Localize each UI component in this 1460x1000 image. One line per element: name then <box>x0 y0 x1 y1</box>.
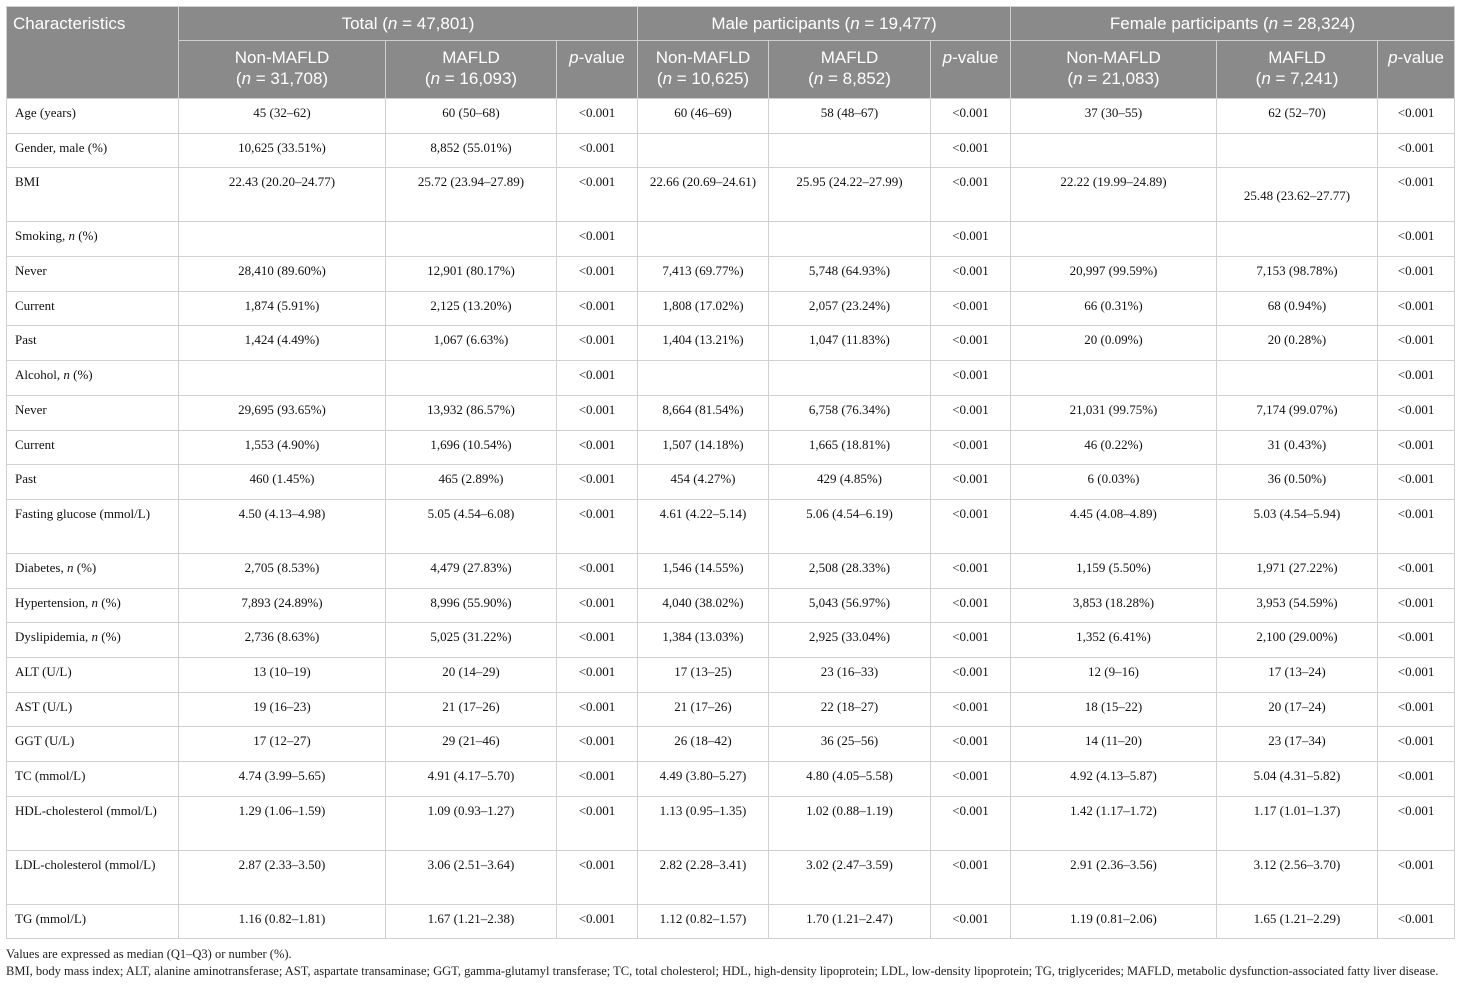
p-value-cell: <0.001 <box>931 850 1011 904</box>
row-characteristic <box>7 499 179 553</box>
value-cell: 4.49 (3.80–5.27) <box>638 762 769 797</box>
p-value-cell: <0.001 <box>1378 133 1455 168</box>
p-value-cell: <0.001 <box>931 395 1011 430</box>
p-value-cell: <0.001 <box>931 904 1011 939</box>
header-total-non-mafld: Non-MAFLD (n = 31,708) <box>179 41 386 99</box>
value-cell: 1,971 (27.22%) <box>1217 553 1378 588</box>
table-row <box>7 133 1455 168</box>
p-value-cell: <0.001 <box>557 727 638 762</box>
value-cell: 1,067 (6.63%) <box>386 326 557 361</box>
value-cell: 1,424 (4.49%) <box>179 326 386 361</box>
value-cell: 460 (1.45%) <box>179 465 386 500</box>
table-row <box>7 904 1455 939</box>
characteristic-label: AST (U/L) <box>15 698 73 714</box>
value-cell: 21,031 (99.75%) <box>1011 395 1217 430</box>
header-row-subcols <box>7 41 1455 99</box>
p-value-cell: <0.001 <box>557 291 638 326</box>
table-row <box>7 850 1455 904</box>
value-cell: 17 (13–24) <box>1217 657 1378 692</box>
row-characteristic <box>7 291 179 326</box>
table-row <box>7 657 1455 692</box>
p-value-cell: <0.001 <box>1378 499 1455 553</box>
p-value-cell: <0.001 <box>931 796 1011 850</box>
value-cell: 4.45 (4.08–4.89) <box>1011 499 1217 553</box>
value-cell: 8,852 (55.01%) <box>386 133 557 168</box>
table-row <box>7 257 1455 292</box>
value-cell: 21 (17–26) <box>386 692 557 727</box>
characteristic-label-tail: (%) <box>98 629 121 645</box>
table-row <box>7 465 1455 500</box>
value-cell: 6,758 (76.34%) <box>769 395 931 430</box>
value-cell: 7,893 (24.89%) <box>179 588 386 623</box>
value-cell <box>386 361 557 396</box>
p-value-cell: <0.001 <box>557 99 638 134</box>
p-value-cell: <0.001 <box>1378 168 1455 222</box>
p-value-cell: <0.001 <box>1378 904 1455 939</box>
row-characteristic <box>7 692 179 727</box>
p-value-cell: <0.001 <box>1378 553 1455 588</box>
row-characteristic <box>7 326 179 361</box>
value-cell: 66 (0.31%) <box>1011 291 1217 326</box>
p-value-cell: <0.001 <box>931 222 1011 257</box>
value-cell: 2,125 (13.20%) <box>386 291 557 326</box>
table-body <box>7 99 1455 939</box>
characteristic-label: Fasting glucose (mmol/L) <box>15 505 151 521</box>
value-cell: 1.02 (0.88–1.19) <box>769 796 931 850</box>
value-cell: 1,696 (10.54%) <box>386 430 557 465</box>
characteristic-label: ALT (U/L) <box>15 663 72 679</box>
p-value-cell: <0.001 <box>931 257 1011 292</box>
value-cell: 45 (32–62) <box>179 99 386 134</box>
p-value-cell: <0.001 <box>931 692 1011 727</box>
value-cell <box>179 222 386 257</box>
value-cell: 60 (46–69) <box>638 99 769 134</box>
value-cell: 46 (0.22%) <box>1011 430 1217 465</box>
table-row <box>7 553 1455 588</box>
value-cell: 2.87 (2.33–3.50) <box>179 850 386 904</box>
value-cell: 4.92 (4.13–5.87) <box>1011 762 1217 797</box>
value-cell: 465 (2.89%) <box>386 465 557 500</box>
p-value-cell: <0.001 <box>557 465 638 500</box>
value-cell: 1.09 (0.93–1.27) <box>386 796 557 850</box>
value-cell <box>638 361 769 396</box>
table-row <box>7 623 1455 658</box>
value-cell: 5,748 (64.93%) <box>769 257 931 292</box>
p-value-cell: <0.001 <box>931 99 1011 134</box>
characteristic-label-tail: (%) <box>74 228 98 244</box>
value-cell: 1.29 (1.06–1.59) <box>179 796 386 850</box>
value-cell <box>1217 361 1378 396</box>
characteristic-label: TC (mmol/L) <box>15 768 86 783</box>
value-cell: 17 (12–27) <box>179 727 386 762</box>
value-cell: 4,479 (27.83%) <box>386 553 557 588</box>
p-value-cell: <0.001 <box>931 623 1011 658</box>
row-characteristic <box>7 257 179 292</box>
value-cell: 2,508 (28.33%) <box>769 553 931 588</box>
table-footnotes <box>6 946 1446 979</box>
p-value-cell: <0.001 <box>557 657 638 692</box>
value-cell: 7,413 (69.77%) <box>638 257 769 292</box>
value-cell: 1.13 (0.95–1.35) <box>638 796 769 850</box>
p-value-cell: <0.001 <box>931 361 1011 396</box>
value-cell: 25.72 (23.94–27.89) <box>386 168 557 222</box>
value-cell: 1,808 (17.02%) <box>638 291 769 326</box>
value-cell: 1,507 (14.18%) <box>638 430 769 465</box>
row-characteristic <box>7 553 179 588</box>
value-cell: 12 (9–16) <box>1011 657 1217 692</box>
p-value-cell: <0.001 <box>931 465 1011 500</box>
value-cell: 2,736 (8.63%) <box>179 623 386 658</box>
value-cell: 5,043 (56.97%) <box>769 588 931 623</box>
table-row <box>7 395 1455 430</box>
p-value-cell: <0.001 <box>557 850 638 904</box>
row-characteristic <box>7 465 179 500</box>
value-cell <box>1217 222 1378 257</box>
row-characteristic <box>7 623 179 658</box>
value-cell: 7,174 (99.07%) <box>1217 395 1378 430</box>
value-cell: 19 (16–23) <box>179 692 386 727</box>
row-characteristic <box>7 99 179 134</box>
p-value-cell: <0.001 <box>557 692 638 727</box>
value-cell: 1.12 (0.82–1.57) <box>638 904 769 939</box>
p-value-cell: <0.001 <box>557 326 638 361</box>
value-cell: 62 (52–70) <box>1217 99 1378 134</box>
value-cell: 25.48 (23.62–27.77) <box>1217 168 1378 222</box>
value-cell: 1.17 (1.01–1.37) <box>1217 796 1378 850</box>
table-row <box>7 99 1455 134</box>
row-characteristic <box>7 762 179 797</box>
header-female-p-value: p-value <box>1378 41 1455 99</box>
value-cell: 4.91 (4.17–5.70) <box>386 762 557 797</box>
value-cell: 14 (11–20) <box>1011 727 1217 762</box>
p-value-cell: <0.001 <box>557 904 638 939</box>
table-row <box>7 222 1455 257</box>
row-characteristic <box>7 133 179 168</box>
row-characteristic <box>7 168 179 222</box>
p-value-cell: <0.001 <box>1378 222 1455 257</box>
value-cell: 20,997 (99.59%) <box>1011 257 1217 292</box>
table-row <box>7 727 1455 762</box>
value-cell <box>1011 133 1217 168</box>
characteristic-label: Diabetes, <box>15 559 67 575</box>
row-characteristic <box>7 395 179 430</box>
value-cell: 20 (0.28%) <box>1217 326 1378 361</box>
p-value-cell: <0.001 <box>931 326 1011 361</box>
value-cell: 22.22 (19.99–24.89) <box>1011 168 1217 222</box>
value-cell: 3.06 (2.51–3.64) <box>386 850 557 904</box>
header-total-mafld: MAFLD (n = 16,093) <box>386 41 557 99</box>
table-row <box>7 361 1455 396</box>
value-cell: 3.12 (2.56–3.70) <box>1217 850 1378 904</box>
p-value-cell: <0.001 <box>1378 99 1455 134</box>
header-male-non-mafld: Non-MAFLD (n = 10,625) <box>638 41 769 99</box>
value-cell: 1.67 (1.21–2.38) <box>386 904 557 939</box>
value-cell: 1,159 (5.50%) <box>1011 553 1217 588</box>
value-cell <box>638 133 769 168</box>
p-value-cell: <0.001 <box>557 133 638 168</box>
value-cell: 5.04 (4.31–5.82) <box>1217 762 1378 797</box>
table-row <box>7 430 1455 465</box>
characteristic-label: Never <box>15 263 47 279</box>
characteristic-label: GGT (U/L) <box>15 733 75 749</box>
value-cell: 4.61 (4.22–5.14) <box>638 499 769 553</box>
characteristic-label-tail: (%) <box>73 559 97 575</box>
value-cell: 2,100 (29.00%) <box>1217 623 1378 658</box>
p-value-cell: <0.001 <box>557 796 638 850</box>
header-row-groups <box>7 7 1455 41</box>
value-cell: 20 (17–24) <box>1217 692 1378 727</box>
value-cell <box>179 361 386 396</box>
characteristic-label: Alcohol, <box>15 367 64 383</box>
value-cell: 5.03 (4.54–5.94) <box>1217 499 1378 553</box>
p-value-cell: <0.001 <box>1378 588 1455 623</box>
characteristic-label: Smoking, <box>15 228 69 244</box>
p-value-cell: <0.001 <box>557 168 638 222</box>
table-row <box>7 762 1455 797</box>
p-value-cell: <0.001 <box>557 430 638 465</box>
value-cell: 1,546 (14.55%) <box>638 553 769 588</box>
row-characteristic <box>7 222 179 257</box>
value-cell: 4.80 (4.05–5.58) <box>769 762 931 797</box>
value-cell: 1,047 (11.83%) <box>769 326 931 361</box>
characteristic-label: Never <box>15 401 47 417</box>
header-male-p-value: p-value <box>931 41 1011 99</box>
p-value-cell: <0.001 <box>1378 361 1455 396</box>
value-cell: 20 (0.09%) <box>1011 326 1217 361</box>
row-characteristic <box>7 657 179 692</box>
value-cell: 28,410 (89.60%) <box>179 257 386 292</box>
value-cell: 5.05 (4.54–6.08) <box>386 499 557 553</box>
value-cell: 17 (13–25) <box>638 657 769 692</box>
p-value-cell: <0.001 <box>1378 326 1455 361</box>
p-value-cell: <0.001 <box>1378 762 1455 797</box>
value-cell: 1,665 (18.81%) <box>769 430 931 465</box>
value-cell: 29 (21–46) <box>386 727 557 762</box>
header-group-total: Total (n = 47,801) <box>179 7 638 41</box>
value-cell: 25.95 (24.22–27.99) <box>769 168 931 222</box>
table-header <box>7 7 1455 99</box>
p-value-cell: <0.001 <box>931 291 1011 326</box>
characteristic-label: Age (years) <box>15 105 76 120</box>
p-value-cell: <0.001 <box>557 395 638 430</box>
value-cell: 1,874 (5.91%) <box>179 291 386 326</box>
value-cell <box>638 222 769 257</box>
p-value-cell: <0.001 <box>1378 395 1455 430</box>
characteristic-label: Past <box>15 332 37 348</box>
characteristic-label: BMI <box>15 174 40 190</box>
p-value-cell: <0.001 <box>1378 657 1455 692</box>
value-cell <box>386 222 557 257</box>
characteristic-label-tail: (%) <box>69 367 93 383</box>
characteristic-label-italic: n <box>91 594 99 610</box>
p-value-cell: <0.001 <box>557 588 638 623</box>
value-cell: 3.02 (2.47–3.59) <box>769 850 931 904</box>
value-cell: 60 (50–68) <box>386 99 557 134</box>
value-cell <box>1011 361 1217 396</box>
header-female-non-mafld: Non-MAFLD (n = 21,083) <box>1011 41 1217 99</box>
value-cell: 2,705 (8.53%) <box>179 553 386 588</box>
value-cell <box>769 133 931 168</box>
value-cell: 58 (48–67) <box>769 99 931 134</box>
p-value-cell: <0.001 <box>557 553 638 588</box>
characteristic-label: Hypertension, <box>15 594 92 610</box>
p-value-cell: <0.001 <box>557 222 638 257</box>
header-total-p-value: p-value <box>557 41 638 99</box>
value-cell: 3,853 (18.28%) <box>1011 588 1217 623</box>
p-value-cell: <0.001 <box>931 588 1011 623</box>
table-row <box>7 796 1455 850</box>
row-characteristic <box>7 727 179 762</box>
header-group-male: Male participants (n = 19,477) <box>638 7 1011 41</box>
value-cell <box>1217 133 1378 168</box>
p-value-cell: <0.001 <box>557 762 638 797</box>
table-row <box>7 588 1455 623</box>
characteristic-label-italic: n <box>91 629 99 645</box>
value-cell: 10,625 (33.51%) <box>179 133 386 168</box>
value-cell: 36 (0.50%) <box>1217 465 1378 500</box>
row-characteristic <box>7 430 179 465</box>
value-cell: 454 (4.27%) <box>638 465 769 500</box>
value-cell: 1,384 (13.03%) <box>638 623 769 658</box>
table-row <box>7 291 1455 326</box>
value-cell: 1,404 (13.21%) <box>638 326 769 361</box>
value-cell: 1.42 (1.17–1.72) <box>1011 796 1217 850</box>
characteristic-label: TG (mmol/L) <box>15 910 87 926</box>
row-characteristic <box>7 850 179 904</box>
p-value-cell: <0.001 <box>557 623 638 658</box>
value-cell: 1.65 (1.21–2.29) <box>1217 904 1378 939</box>
value-cell: 23 (17–34) <box>1217 727 1378 762</box>
value-cell: 36 (25–56) <box>769 727 931 762</box>
value-cell <box>1011 222 1217 257</box>
value-cell: 2,057 (23.24%) <box>769 291 931 326</box>
p-value-cell: <0.001 <box>931 727 1011 762</box>
characteristic-label-italic: n <box>63 367 70 383</box>
p-value-cell: <0.001 <box>931 499 1011 553</box>
value-cell: 5.06 (4.54–6.19) <box>769 499 931 553</box>
value-cell: 4,040 (38.02%) <box>638 588 769 623</box>
table-row <box>7 326 1455 361</box>
row-characteristic <box>7 588 179 623</box>
characteristic-label: Current <box>15 297 55 313</box>
table-row <box>7 168 1455 222</box>
value-cell: 7,153 (98.78%) <box>1217 257 1378 292</box>
value-cell: 68 (0.94%) <box>1217 291 1378 326</box>
characteristics-table <box>6 6 1455 939</box>
characteristic-label: HDL-cholesterol (mmol/L) <box>15 802 157 818</box>
value-cell: 3,953 (54.59%) <box>1217 588 1378 623</box>
value-cell: 12,901 (80.17%) <box>386 257 557 292</box>
value-cell: 2.91 (2.36–3.56) <box>1011 850 1217 904</box>
row-characteristic <box>7 796 179 850</box>
value-cell: 13 (10–19) <box>179 657 386 692</box>
header-male-mafld: MAFLD (n = 8,852) <box>769 41 931 99</box>
p-value-cell: <0.001 <box>931 168 1011 222</box>
value-cell: 1,553 (4.90%) <box>179 430 386 465</box>
value-cell: 4.50 (4.13–4.98) <box>179 499 386 553</box>
p-value-cell: <0.001 <box>1378 727 1455 762</box>
characteristic-label-tail: (%) <box>98 594 121 610</box>
value-cell: 23 (16–33) <box>769 657 931 692</box>
p-value-cell: <0.001 <box>1378 623 1455 658</box>
value-cell: 31 (0.43%) <box>1217 430 1378 465</box>
value-cell: 2,925 (33.04%) <box>769 623 931 658</box>
value-cell: 22 (18–27) <box>769 692 931 727</box>
value-cell: 4.74 (3.99–5.65) <box>179 762 386 797</box>
value-cell: 37 (30–55) <box>1011 99 1217 134</box>
value-cell: 6 (0.03%) <box>1011 465 1217 500</box>
row-characteristic <box>7 361 179 396</box>
header-characteristics: Characteristics <box>7 7 179 99</box>
p-value-cell: <0.001 <box>1378 692 1455 727</box>
characteristic-label: Past <box>15 471 37 487</box>
p-value-cell: <0.001 <box>1378 257 1455 292</box>
p-value-cell: <0.001 <box>1378 796 1455 850</box>
row-characteristic <box>7 904 179 939</box>
value-cell: 1,352 (6.41%) <box>1011 623 1217 658</box>
value-cell: 20 (14–29) <box>386 657 557 692</box>
characteristic-label: Current <box>15 436 55 452</box>
p-value-cell: <0.001 <box>557 361 638 396</box>
value-cell: 1.16 (0.82–1.81) <box>179 904 386 939</box>
value-cell: 2.82 (2.28–3.41) <box>638 850 769 904</box>
characteristic-label-italic: n <box>66 559 74 575</box>
p-value-cell: <0.001 <box>931 133 1011 168</box>
characteristic-label: Dyslipidemia, <box>15 629 92 645</box>
value-cell: 29,695 (93.65%) <box>179 395 386 430</box>
value-cell: 22.66 (20.69–24.61) <box>638 168 769 222</box>
p-value-cell: <0.001 <box>931 430 1011 465</box>
p-value-cell: <0.001 <box>931 762 1011 797</box>
p-value-cell: <0.001 <box>931 553 1011 588</box>
table-row <box>7 499 1455 553</box>
p-value-cell: <0.001 <box>1378 291 1455 326</box>
p-value-cell: <0.001 <box>557 499 638 553</box>
value-cell: 429 (4.85%) <box>769 465 931 500</box>
value-cell: 22.43 (20.20–24.77) <box>179 168 386 222</box>
footnote-values: Values are expressed as median (Q1–Q3) or number (%). <box>6 947 292 961</box>
value-cell: 13,932 (86.57%) <box>386 395 557 430</box>
header-female-mafld: MAFLD (n = 7,241) <box>1217 41 1378 99</box>
value-cell <box>769 361 931 396</box>
value-cell: 26 (18–42) <box>638 727 769 762</box>
p-value-cell: <0.001 <box>1378 850 1455 904</box>
value-cell: 8,996 (55.90%) <box>386 588 557 623</box>
p-value-cell: <0.001 <box>1378 430 1455 465</box>
value-cell: 1.70 (1.21–2.47) <box>769 904 931 939</box>
value-cell: 8,664 (81.54%) <box>638 395 769 430</box>
characteristic-label-italic: n <box>68 228 75 244</box>
p-value-cell: <0.001 <box>931 657 1011 692</box>
value-cell: 21 (17–26) <box>638 692 769 727</box>
characteristic-label: LDL-cholesterol (mmol/L) <box>15 856 156 872</box>
p-value-cell: <0.001 <box>1378 465 1455 500</box>
value-cell: 5,025 (31.22%) <box>386 623 557 658</box>
characteristic-label: Gender, male (%) <box>15 139 108 155</box>
value-cell: 18 (15–22) <box>1011 692 1217 727</box>
value-cell <box>769 222 931 257</box>
p-value-cell: <0.001 <box>557 257 638 292</box>
header-group-female: Female participants (n = 28,324) <box>1011 7 1455 41</box>
footnote-abbreviations: BMI, body mass index; ALT, alanine aminotransferase; AST, aspartate transaminase; GGT, gamma-glutamyl transferase; TC, total cholesterol; HDL, high-density lipoprotein; LDL, low-density lipoprotein; TG, triglycerides; MAFLD, metabolic dysfunction-associated fatty liver disease. <box>6 963 1439 978</box>
table-row <box>7 692 1455 727</box>
value-cell: 1.19 (0.81–2.06) <box>1011 904 1217 939</box>
